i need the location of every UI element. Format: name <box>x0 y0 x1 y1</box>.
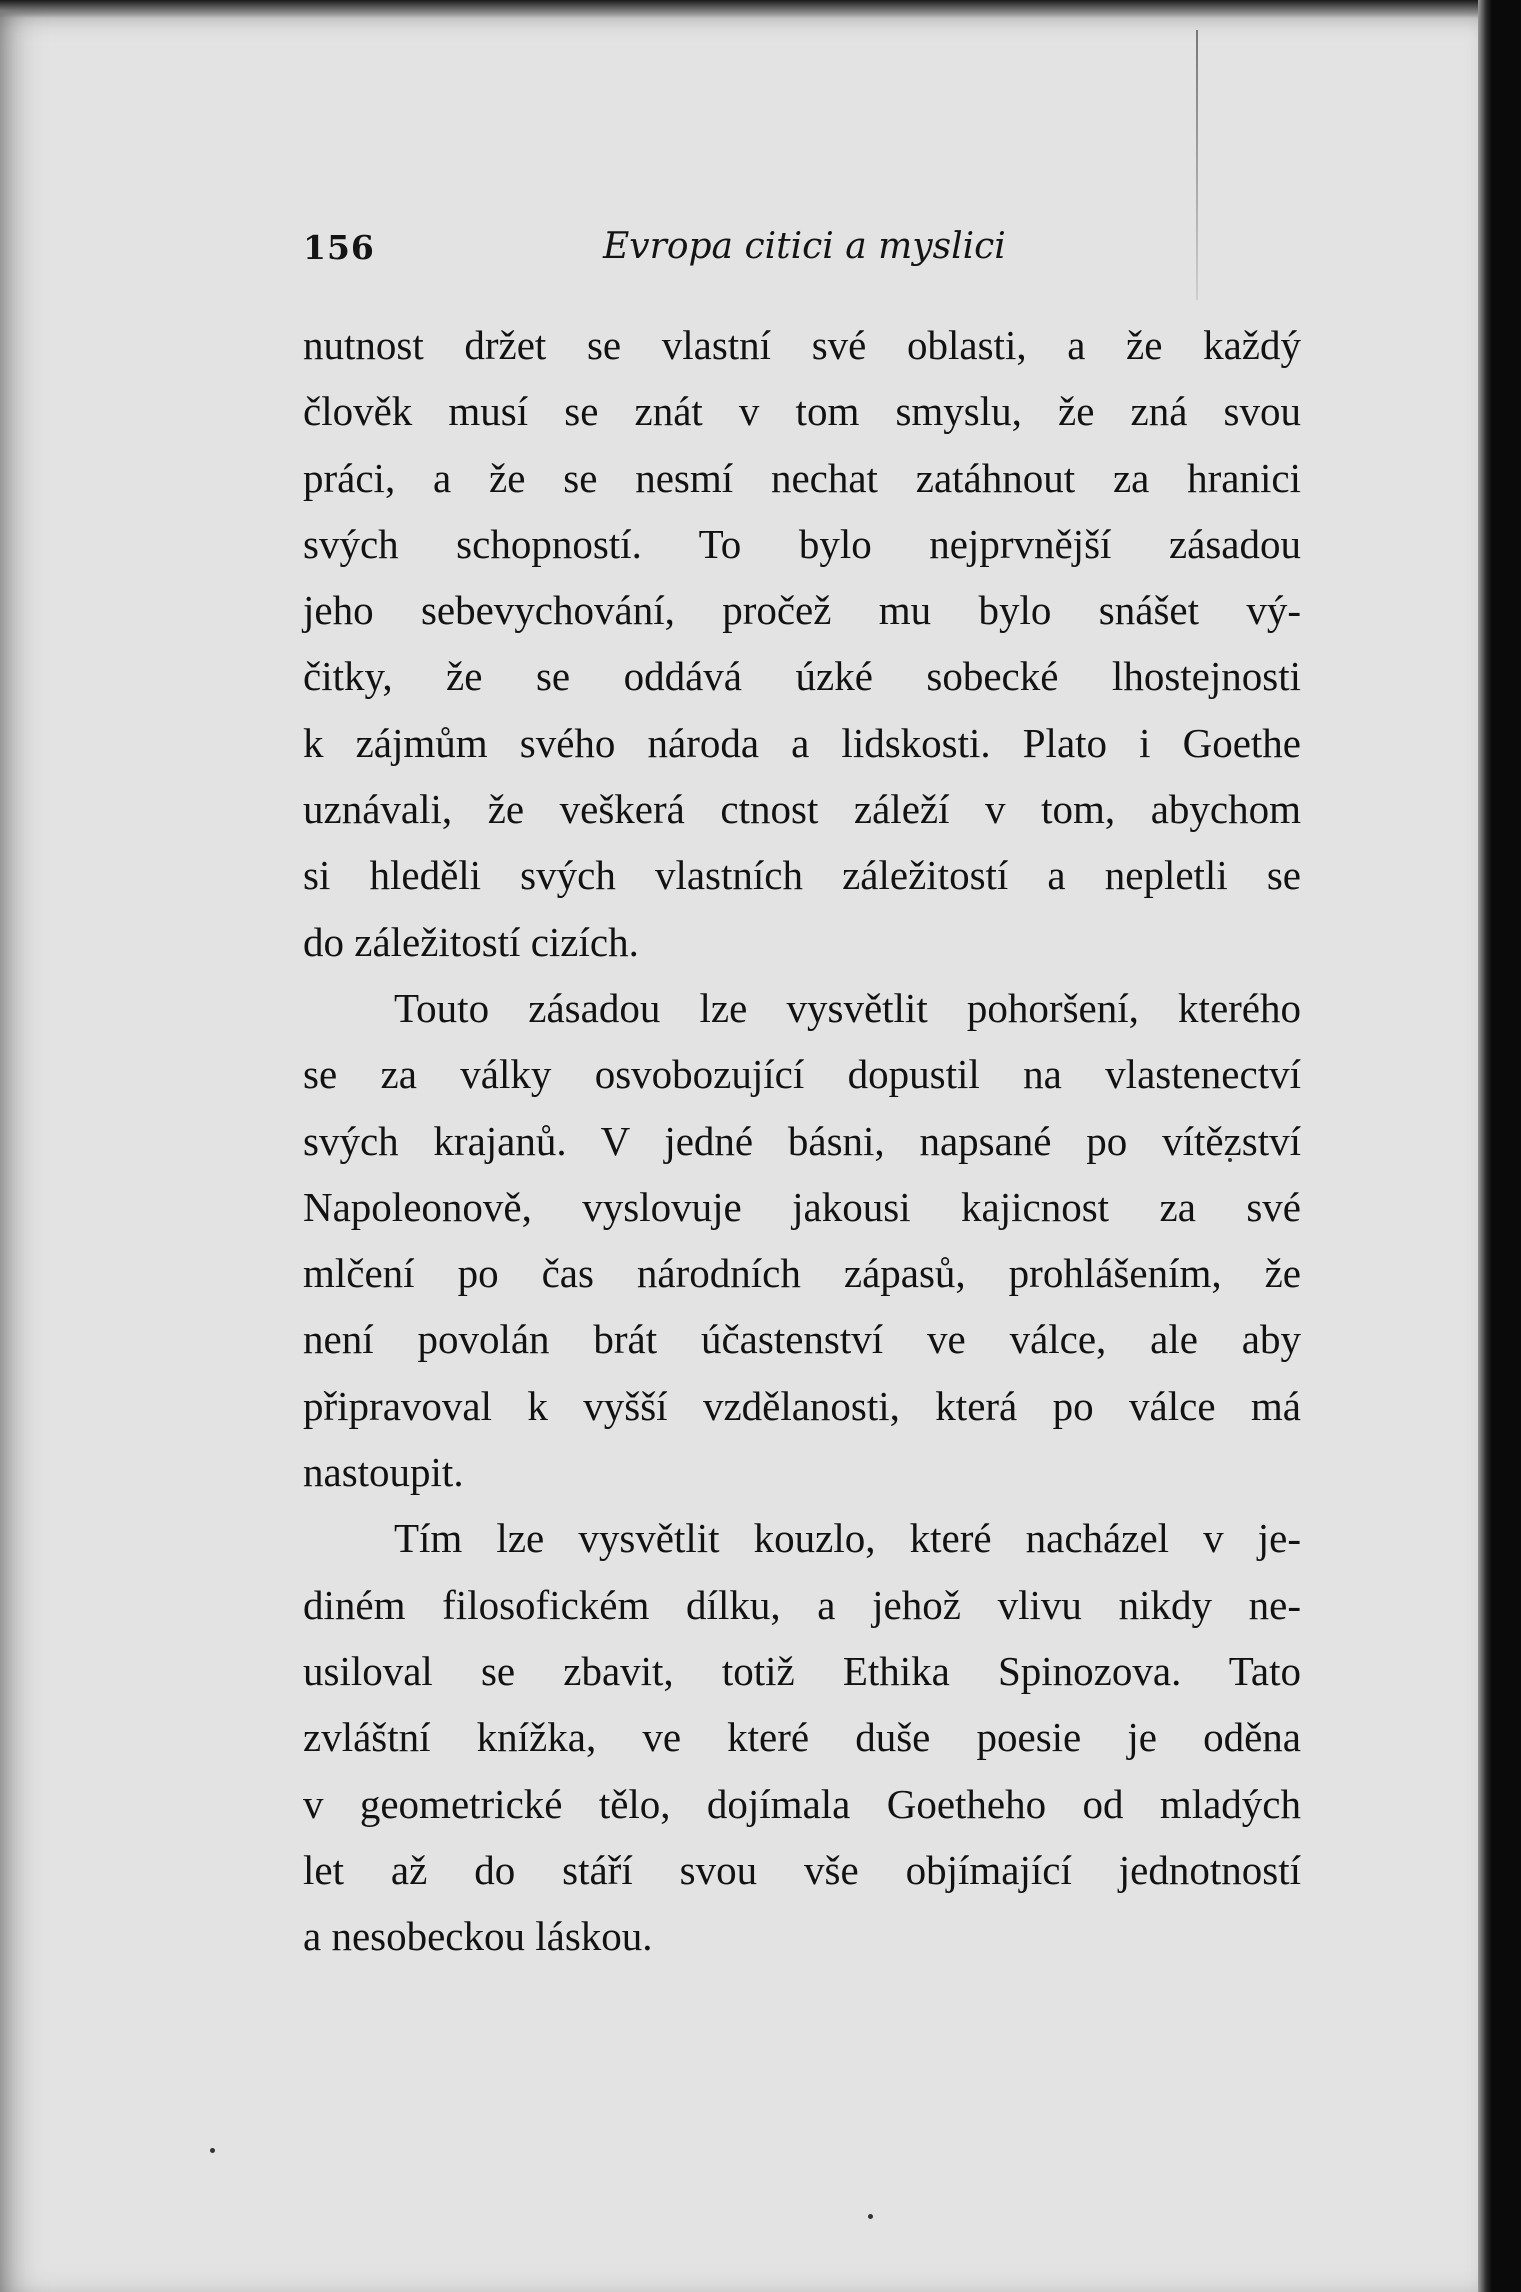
text-line: si hleděli svých vlastních záležitostí a nepletli se <box>303 852 1301 899</box>
text-line: nutnost držet se vlastní své oblasti, a že každý <box>303 322 1301 368</box>
text-line: diném filosofickém dílku, a jehož vlivu nikdy ne- <box>303 1581 1301 1628</box>
body-text <box>303 312 1301 1969</box>
text-line: práci, a že se nesmí nechat zatáhnout za hranici <box>303 454 1301 501</box>
page-header <box>303 222 1283 278</box>
text-line: Tím lze vysvětlit kouzlo, které nacházel v je- <box>394 1515 1301 1562</box>
text-line: do záležitostí cizích. <box>303 918 639 965</box>
text-line: v geometrické tělo, dojímala Goetheho od mladých <box>303 1780 1301 1827</box>
text-line: usiloval se zbavit, totiž Ethika Spinozova. Tato <box>303 1647 1301 1694</box>
text-line: jeho sebevychování, pročež mu bylo snášet vý- <box>303 587 1301 634</box>
paragraph <box>303 975 1301 1505</box>
book-spine-edge <box>1478 0 1492 2292</box>
text-line: k zájmům svého národa a lidskosti. Plato i Goethe <box>303 719 1301 766</box>
text-line: není povolán brát účastenství ve válce, ale aby <box>303 1316 1301 1363</box>
text-line: svých schopností. To bylo nejprvnější zásadou <box>303 520 1301 567</box>
text-line: se za války osvobozující dopustil na vlastenectví <box>303 1051 1301 1098</box>
text-line: čitky, že se oddává úzké sobecké lhostejnosti <box>303 653 1301 700</box>
text-line: svých krajanů. V jedné básni, napsané po vítězství <box>303 1117 1301 1164</box>
running-head: Evropa citici a myslici <box>603 226 1006 267</box>
text-line: mlčení po čas národních zápasů, prohlášením, že <box>303 1250 1301 1297</box>
text-line: člověk musí se znát v tom smyslu, že zná svou <box>303 388 1301 435</box>
page-top-edge <box>0 0 1488 18</box>
text-line: nastoupit. <box>303 1449 464 1496</box>
text-line: připravoval k vyšší vzdělanosti, která po válce má <box>303 1382 1301 1429</box>
text-line: Touto zásadou lze vysvětlit pohoršení, kterého <box>394 984 1301 1031</box>
text-line: Napoleonově, vyslovuje jakousi kajicnost za své <box>303 1183 1301 1230</box>
text-line: uznávali, že veškerá ctnost záleží v tom, abychom <box>303 786 1301 833</box>
paragraph <box>303 1505 1301 1969</box>
text-line: let až do stáří svou vše objímající jednotností <box>303 1846 1301 1893</box>
text-line: zvláštní knížka, ve které duše poesie je oděna <box>303 1714 1301 1761</box>
paper-speck <box>868 2214 873 2219</box>
page-number: 156 <box>303 228 375 267</box>
paragraph <box>303 312 1301 975</box>
paper-speck <box>210 2148 215 2153</box>
text-line: a nesobeckou láskou. <box>303 1913 653 1960</box>
